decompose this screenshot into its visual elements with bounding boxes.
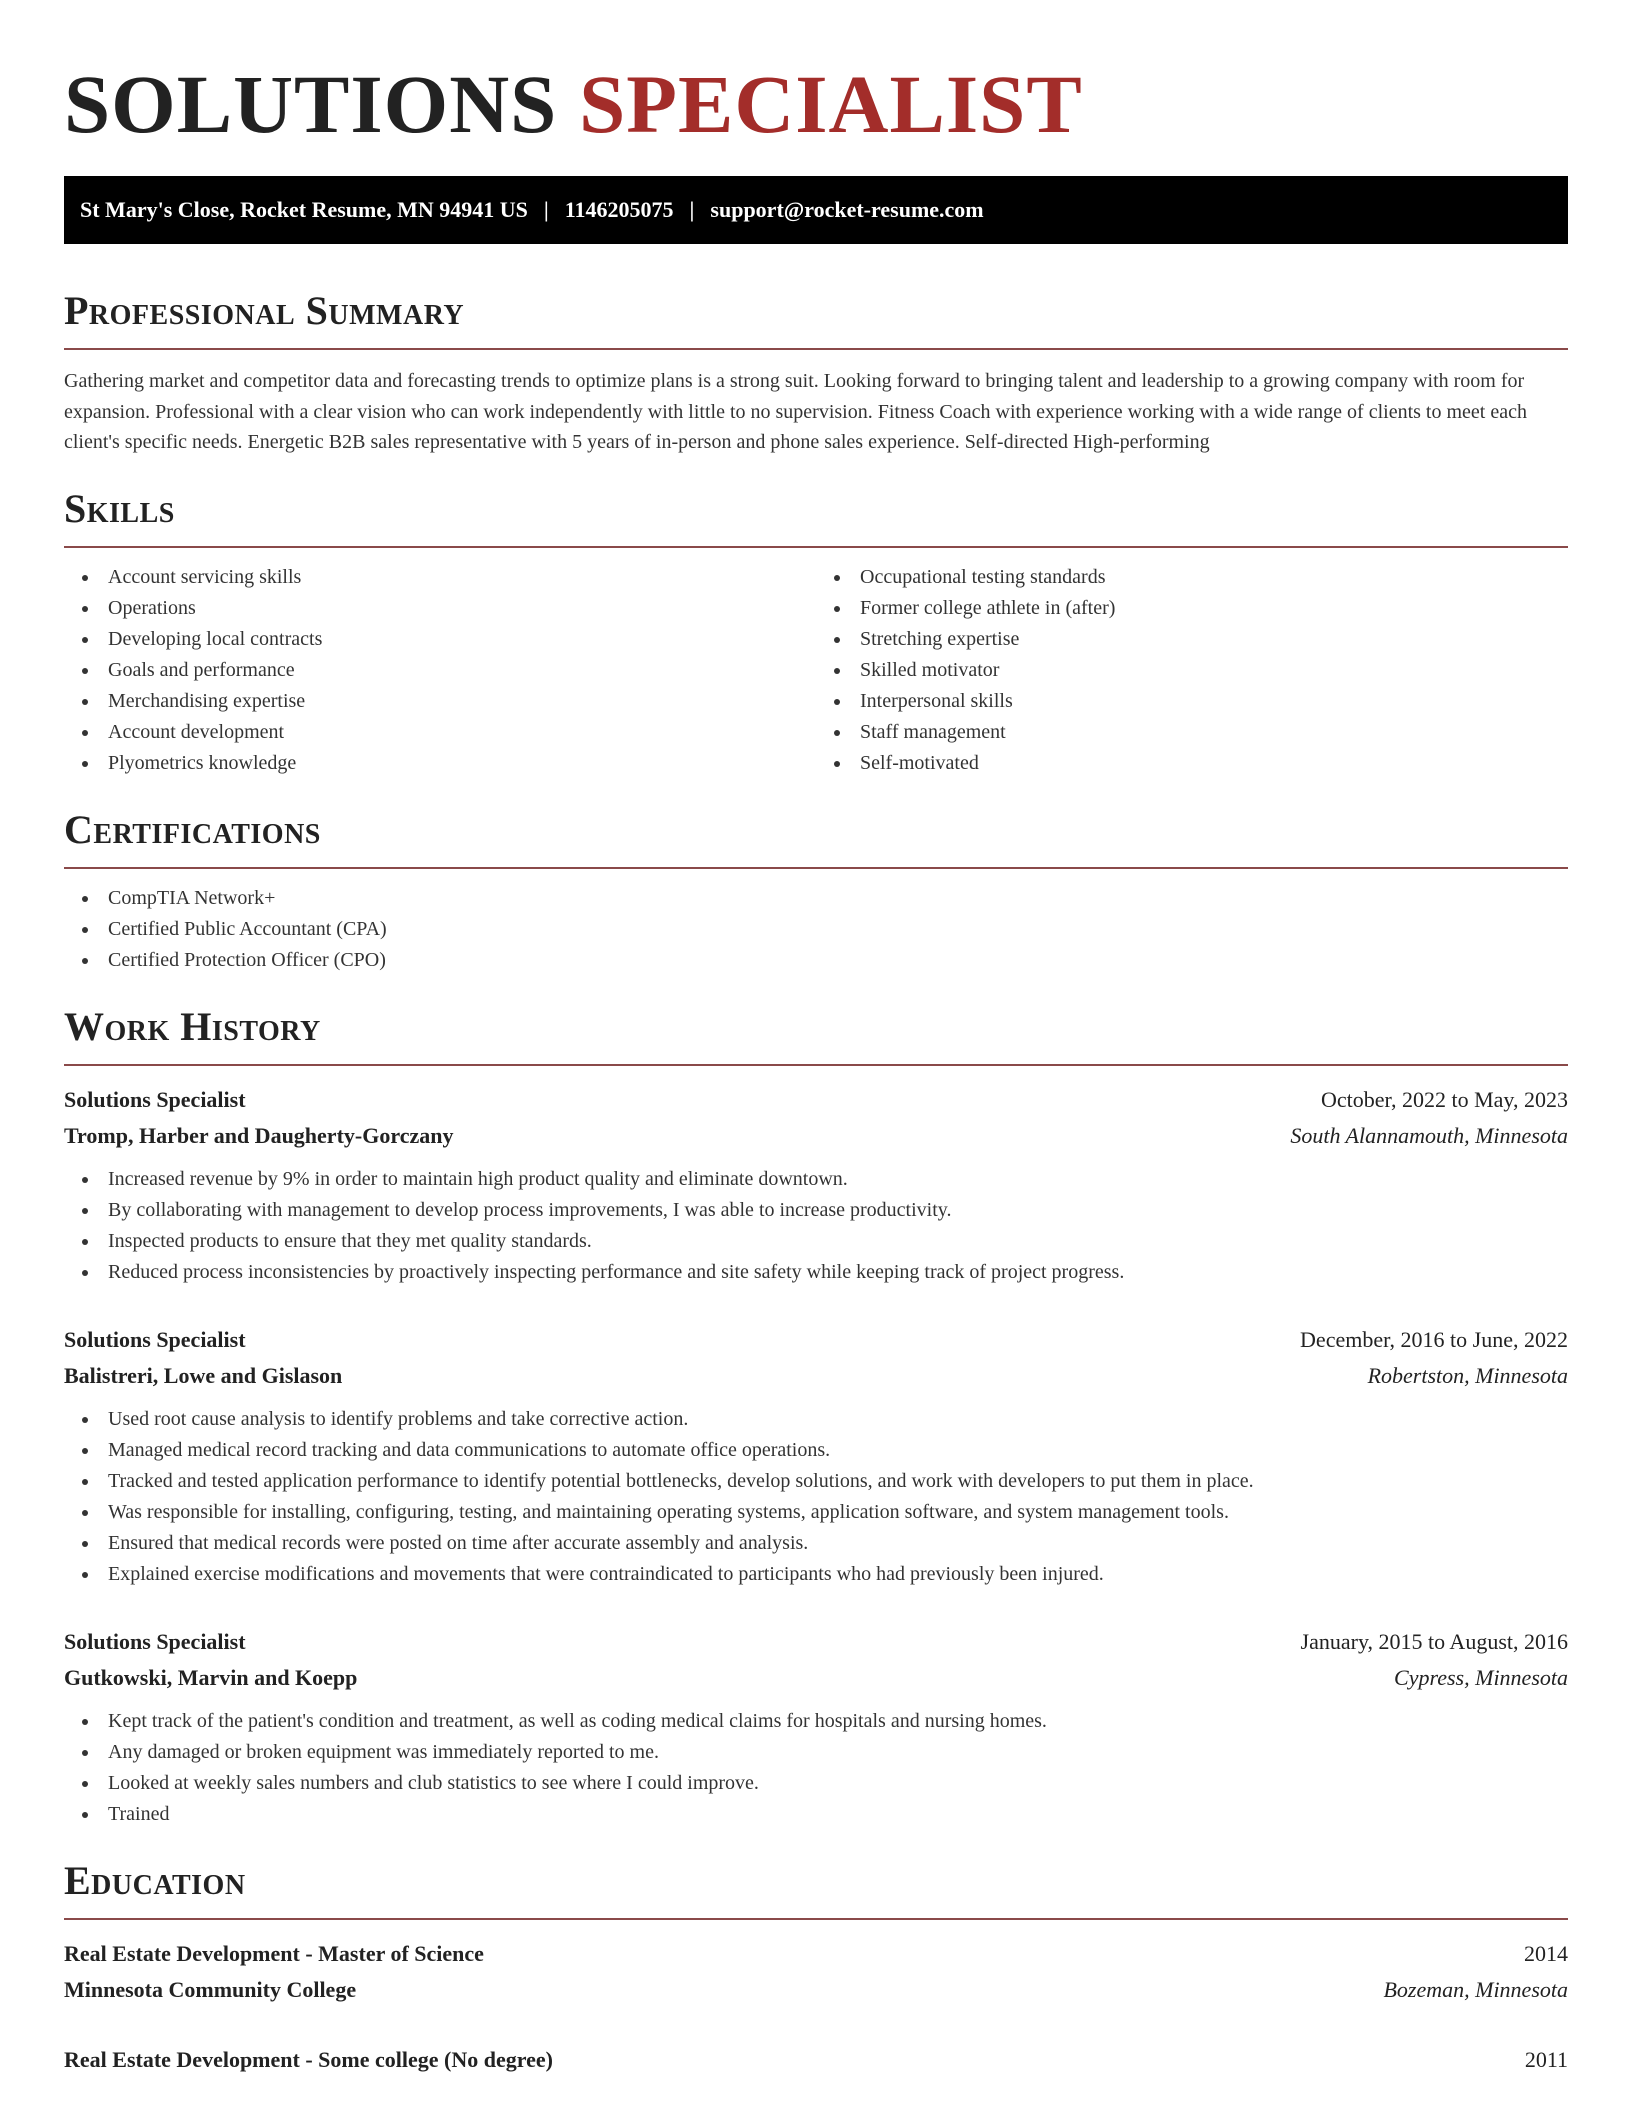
job-location: South Alannamouth, Minnesota [1290,1122,1568,1148]
job-duties [64,1404,1568,1590]
certification-item: Certified Protection Officer (CPO) [108,945,1568,976]
job-dates: October, 2022 to May, 2023 [1321,1086,1568,1112]
job-duty: Tracked and tested application performance to identify potential bottlenecks, develop solutions, and work with developers to put them in place. [108,1466,1568,1497]
skill-item: Former college athlete in (after) [860,593,1568,624]
job-duty: Used root cause analysis to identify problems and take corrective action. [108,1404,1568,1435]
section-title-skills: Skills [64,486,1568,548]
job-role: Solutions Specialist [64,1086,246,1112]
section-title-education: Education [64,1858,1568,1920]
contact-bar [64,176,1568,244]
contact-email: support@rocket-resume.com [710,197,984,222]
skills-section [64,486,1568,779]
skill-item: Interpersonal skills [860,686,1568,717]
skill-item: Developing local contracts [108,624,816,655]
job-duty: Reduced process inconsistencies by proactively inspecting performance and site safety while keeping track of project progress. [108,1257,1568,1288]
skill-item: Skilled motivator [860,655,1568,686]
job-entry [64,1322,1568,1590]
name-first: SOLUTIONS [64,58,558,150]
job-dates: December, 2016 to June, 2022 [1300,1326,1568,1352]
job-duties [64,1706,1568,1830]
name-last: SPECIALIST [579,58,1083,150]
job-duties [64,1164,1568,1288]
work-history-section [64,1004,1568,1830]
education-location: Bozeman, Minnesota [1383,1976,1568,2002]
job-company: Tromp, Harber and Daugherty-Gorczany [64,1122,454,1148]
education-year: 2014 [1524,1940,1568,1966]
skills-list-left [64,562,816,779]
certifications-section [64,807,1568,976]
job-duty: By collaborating with management to develop process improvements, I was able to increase productivity. [108,1195,1568,1226]
job-dates: January, 2015 to August, 2016 [1300,1628,1568,1654]
summary-text: Gathering market and competitor data and forecasting trends to optimize plans is a strong suit. Looking forward to bringing talent and leadership to a growing company with room for expansion. Professional with a clear vision who can work independently with little to no supervision. Fitness Coach with experience working with a wide range of clients to meet each client's specific needs. Energetic B2B sales representative with 5 years of in-person and phone sales experience. Self-directed High-performing [64,370,1527,453]
job-duty: Looked at weekly sales numbers and club statistics to see where I could improve. [108,1768,1568,1799]
certifications-list [64,883,1568,976]
job-role: Solutions Specialist [64,1326,246,1352]
certification-item: CompTIA Network+ [108,883,1568,914]
job-duty: Increased revenue by 9% in order to maintain high product quality and eliminate downtown. [108,1164,1568,1195]
job-location: Robertston, Minnesota [1367,1362,1568,1388]
summary-section [64,288,1568,458]
job-duty: Any damaged or broken equipment was immediately reported to me. [108,1737,1568,1768]
job-duty: Explained exercise modifications and movements that were contraindicated to participants who had previously been injured. [108,1559,1568,1590]
job-entry [64,1624,1568,1830]
section-title-certifications: Certifications [64,807,1568,869]
job-role: Solutions Specialist [64,1628,246,1654]
education-entry [64,2042,1568,2078]
job-duty: Managed medical record tracking and data communications to automate office operations. [108,1435,1568,1466]
contact-separator: | [689,197,695,222]
job-location: Cypress, Minnesota [1394,1664,1568,1690]
education-section [64,1858,1568,2078]
skill-item: Account development [108,717,816,748]
job-duty: Inspected products to ensure that they met quality standards. [108,1226,1568,1257]
section-title-work-history: Work History [64,1004,1568,1066]
skill-item: Stretching expertise [860,624,1568,655]
education-year: 2011 [1524,2046,1568,2072]
job-company: Balistreri, Lowe and Gislason [64,1362,343,1388]
job-entry [64,1082,1568,1288]
skill-item: Occupational testing standards [860,562,1568,593]
job-duty: Ensured that medical records were posted on time after accurate assembly and analysis. [108,1528,1568,1559]
job-company: Gutkowski, Marvin and Koepp [64,1664,358,1690]
contact-separator: | [543,197,549,222]
education-entry [64,1936,1568,2008]
skill-item: Self-motivated [860,748,1568,779]
skill-item: Operations [108,593,816,624]
skills-columns [64,548,1568,779]
job-duty: Trained [108,1799,1568,1830]
contact-address: St Mary's Close, Rocket Resume, MN 94941 US [80,197,528,222]
certification-item: Certified Public Accountant (CPA) [108,914,1568,945]
contact-phone: 1146205075 [564,197,674,222]
skills-list-right [816,562,1568,779]
skill-item: Account servicing skills [108,562,816,593]
job-duty: Was responsible for installing, configuring, testing, and maintaining operating systems, application software, and system management tools. [108,1497,1568,1528]
job-duty: Kept track of the patient's condition and treatment, as well as coding medical claims for hospitals and nursing homes. [108,1706,1568,1737]
skill-item: Plyometrics knowledge [108,748,816,779]
skill-item: Goals and performance [108,655,816,686]
section-title-summary: Professional Summary [64,288,1568,350]
skill-item: Staff management [860,717,1568,748]
education-degree: Real Estate Development - Some college (No degree) [64,2046,553,2072]
skill-item: Merchandising expertise [108,686,816,717]
education-school: Minnesota Community College [64,1976,357,2002]
resume-name [64,0,1568,152]
education-degree: Real Estate Development - Master of Science [64,1940,484,1966]
